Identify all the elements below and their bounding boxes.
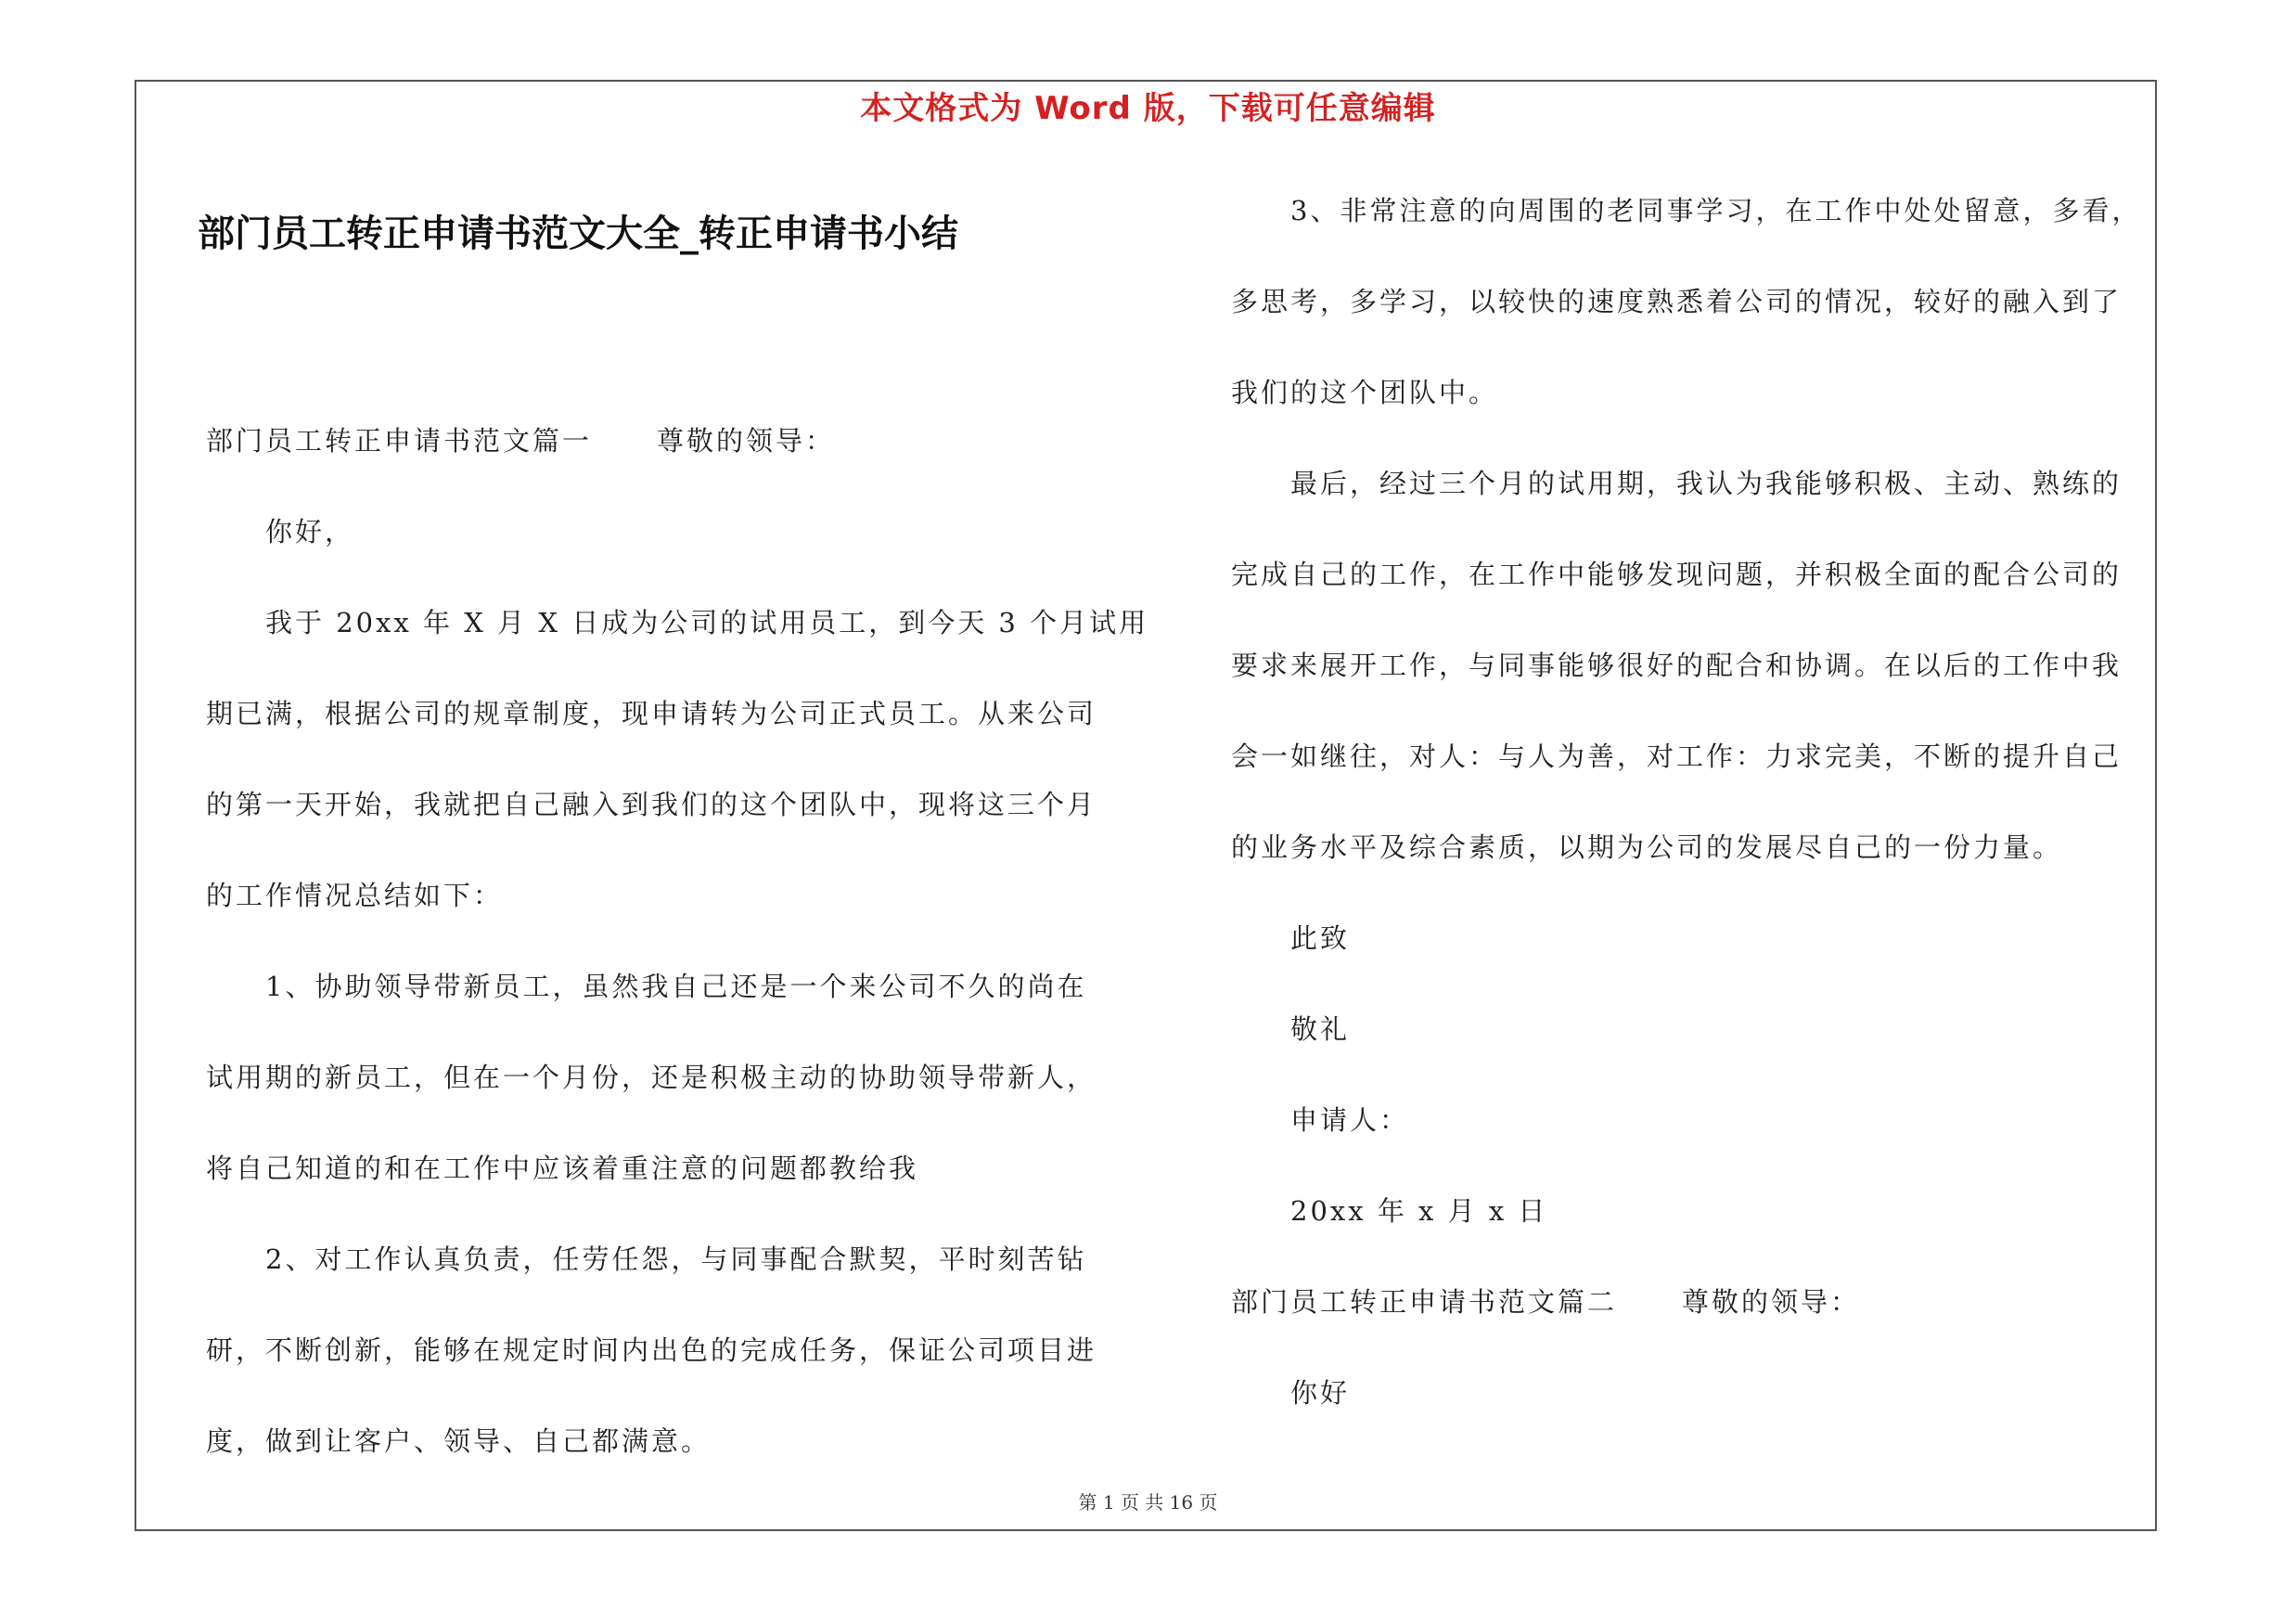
line-text: 20xx 年 x 月 x 日 xyxy=(1290,1195,1548,1227)
paragraph-line xyxy=(1231,457,2159,547)
line-text: 要求来展开工作，与同事能够很好的配合和协调。在以后的工作中我 xyxy=(1231,650,2123,681)
paragraph-line xyxy=(1231,820,2159,911)
line-text: 部门员工转正申请书范文篇一 xyxy=(206,425,593,457)
line-text: 此致 xyxy=(1290,922,1351,954)
line-text: 的第一天开始，我就把自己融入到我们的这个团队中，现将这三个月 xyxy=(206,789,1097,820)
paragraph-line xyxy=(1231,638,2159,729)
line-text: 敬礼 xyxy=(1290,1013,1351,1045)
paragraph-line xyxy=(206,596,1152,687)
line-text: 部门员工转正申请书范文篇二 xyxy=(1231,1286,1618,1318)
line-text: 多思考，多学习，以较快的速度熟悉着公司的情况，较好的融入到了 xyxy=(1231,286,2123,317)
page-footer: 第 1 页 共 16 页 xyxy=(1078,1491,1218,1514)
line-text: 2、对工作认真负责，任劳任怨，与同事配合默契，平时刻苦钻 xyxy=(265,1243,1087,1275)
paragraph-line xyxy=(1231,1002,2159,1093)
paragraph-line xyxy=(1231,1093,2159,1184)
paragraph-line xyxy=(206,414,1152,505)
paragraph-line xyxy=(1231,1366,2159,1457)
left-text-column xyxy=(206,414,1152,1505)
line-text: 我们的这个团队中。 xyxy=(1231,377,1499,408)
paragraph-line xyxy=(1231,1275,2159,1366)
line-text: 会一如继往，对人：与人为善，对工作：力求完美，不断的提升自己 xyxy=(1231,741,2123,772)
paragraph-line xyxy=(206,1050,1152,1141)
paragraph-line xyxy=(1231,366,2159,457)
paragraph-line xyxy=(206,1232,1152,1323)
line-text: 研，不断创新，能够在规定时间内出色的完成任务，保证公司项目进 xyxy=(206,1334,1097,1366)
paragraph-line xyxy=(1231,729,2159,820)
paragraph-line xyxy=(1231,184,2159,275)
paragraph-line xyxy=(1231,911,2159,1002)
line-text: 将自己知道的和在工作中应该着重注意的问题都教给我 xyxy=(206,1153,919,1184)
line-text: 我于 20xx 年 X 月 X 日成为公司的试用员工，到今天 3 个月试用 xyxy=(265,607,1149,638)
document-title: 部门员工转正申请书范文大全_转正申请书小结 xyxy=(198,212,958,255)
paragraph-line xyxy=(1231,275,2159,366)
paragraph-line xyxy=(206,960,1152,1050)
line-text: 3、非常注意的向周围的老同事学习，在工作中处处留意，多看， xyxy=(1290,195,2142,226)
editable-notice-banner: 本文格式为 Word 版，下载可任意编辑 xyxy=(860,90,1436,127)
line-text: 期已满，根据公司的规章制度，现申请转为公司正式员工。从来公司 xyxy=(206,698,1097,729)
paragraph-line xyxy=(206,1323,1152,1414)
line-text: 最后，经过三个月的试用期，我认为我能够积极、主动、熟练的 xyxy=(1290,468,2123,499)
paragraph-line xyxy=(206,1141,1152,1232)
paragraph-line xyxy=(206,505,1152,596)
line-text: 试用期的新员工，但在一个月份，还是积极主动的协助领导带新人， xyxy=(206,1062,1097,1093)
salutation-text: 尊敬的领导： xyxy=(657,425,836,457)
line-text: 1、协助领导带新员工，虽然我自己还是一个来公司不久的尚在 xyxy=(265,971,1087,1002)
right-text-column xyxy=(1231,184,2159,1457)
paragraph-line xyxy=(206,687,1152,778)
paragraph-line xyxy=(206,778,1152,869)
line-text: 的工作情况总结如下： xyxy=(206,880,504,911)
paragraph-line xyxy=(1231,547,2159,638)
line-text: 你好 xyxy=(1290,1377,1351,1409)
line-text: 度，做到让客户、领导、自己都满意。 xyxy=(206,1425,712,1457)
line-text: 的业务水平及综合素质，以期为公司的发展尽自己的一份力量。 xyxy=(1231,831,2063,863)
paragraph-line xyxy=(1231,1184,2159,1275)
paragraph-line xyxy=(206,869,1152,960)
line-text: 申请人： xyxy=(1290,1104,1410,1136)
salutation-text: 尊敬的领导： xyxy=(1682,1286,1861,1318)
line-text: 完成自己的工作，在工作中能够发现问题，并积极全面的配合公司的 xyxy=(1231,559,2123,590)
line-text: 你好， xyxy=(265,516,355,547)
